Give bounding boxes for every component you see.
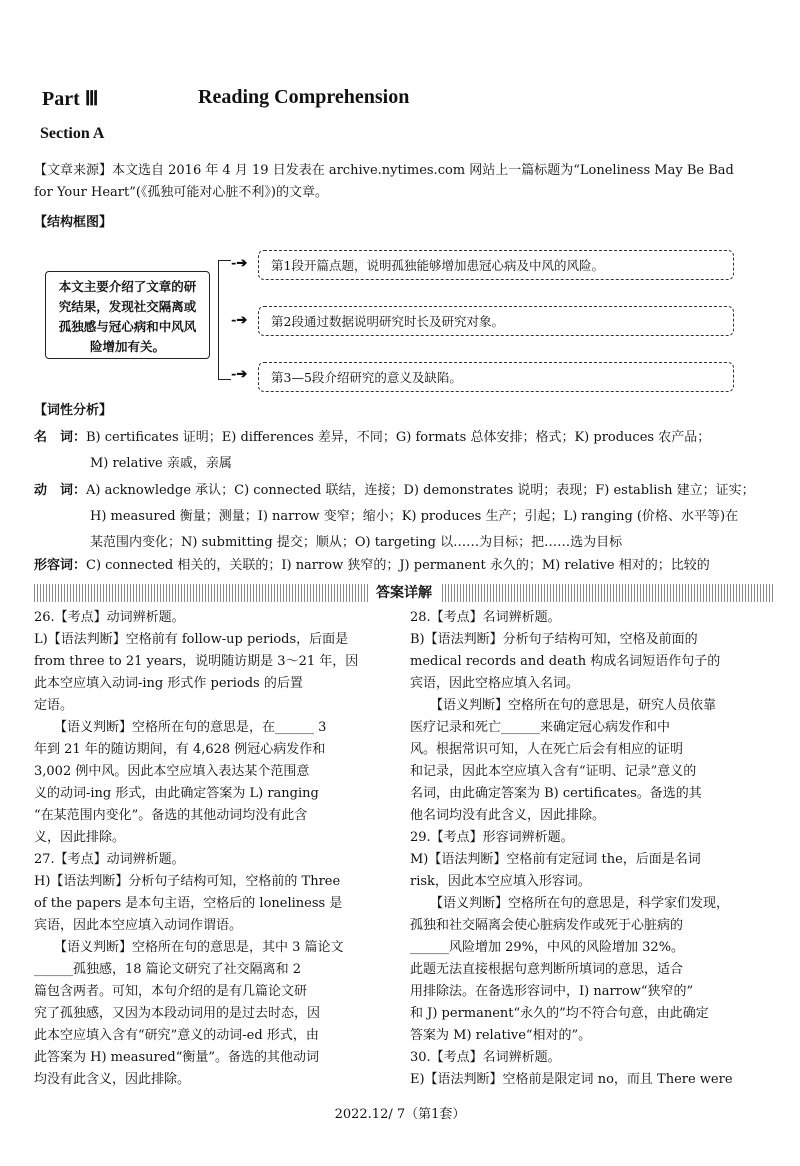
answer-line: 定语。 xyxy=(34,698,74,713)
answer-line: “在某范围内变化”。备选的其他动词均没有此含 xyxy=(34,808,308,823)
answer-line: 【语义判断】空格所在句的意思是，研究人员依靠 xyxy=(430,698,717,713)
answer-line: ______孤独感，18 篇论文研究了社交隔离和 2 xyxy=(34,962,302,977)
answer-line: 均没有此含义，因此排除。 xyxy=(34,1072,191,1087)
answer-line: 宾语，因此本空应填入动词作谓语。 xyxy=(34,918,243,933)
page-footer: 2022.12/ 7（第1套） xyxy=(334,1107,466,1122)
arrow-icon: -➔ xyxy=(231,313,248,328)
answer-line: 义，因此排除。 xyxy=(34,830,126,845)
answer-line: 义的动词-ing 形式，由此确定答案为 L) ranging xyxy=(34,786,319,801)
source-line-2: for Your Heart”(《孤独可能对心脏不利》)的文章。 xyxy=(34,185,328,200)
vocab-adj xyxy=(34,553,774,579)
left-column xyxy=(34,607,384,1091)
verb-line-1: A) acknowledge 承认；C) connected 联结，连接；D) demonstrates 说明；表现；F) establish 建立；证实； xyxy=(86,483,755,498)
adj-key: 形容词： xyxy=(34,558,87,573)
vocab-noun xyxy=(34,425,774,477)
vocab-verb xyxy=(34,478,774,556)
answer-line: 30.【考点】名词辨析题。 xyxy=(410,1050,561,1065)
answer-line: 名词，由此确定答案为 B) certificates。备选的其 xyxy=(410,786,702,801)
answer-line: 3,002 例中风。因此本空应填入表达某个范围意 xyxy=(34,764,310,779)
noun-line-2: M) relative 亲戚，亲属 xyxy=(90,456,232,471)
answer-line: B)【语法判断】分析句子结构可知，空格及前面的 xyxy=(410,632,698,647)
answer-line: 此答案为 H) measured“衡量”。备选的其他动词 xyxy=(34,1050,320,1065)
noun-key: 名 词： xyxy=(34,430,87,445)
answer-line: from three to 21 years，说明随访期是 3～21 年，因 xyxy=(34,654,359,669)
article-source xyxy=(34,160,769,204)
answer-line: 宾语，因此空格应填入名词。 xyxy=(410,676,580,691)
answer-line: 和记录，因此本空应填入含有“证明、记录”意义的 xyxy=(410,764,697,779)
framework-label: 【结构框图】 xyxy=(34,215,113,230)
answer-line: 用排除法。在备选形容词中，I) narrow“狭窄的” xyxy=(410,984,694,999)
answer-line: 和 J) permanent“永久的”均不符合句意，由此确定 xyxy=(410,1006,709,1021)
answer-line: 风。根据常识可知，人在死亡后会有相应的证明 xyxy=(410,742,684,757)
answer-line: L)【语法判断】空格前有 follow-up periods，后面是 xyxy=(34,632,349,647)
noun-line-1: B) certificates 证明；E) differences 差异，不同；G) formats 总体安排；格式；K) produces 农产品； xyxy=(86,430,711,445)
answer-line: 他名词均没有此含义，因此排除。 xyxy=(410,808,606,823)
answer-line: 孤独和社交隔离会使心脏病发作或死于心脏病的 xyxy=(410,918,684,933)
answer-line: 29.【考点】形容词辨析题。 xyxy=(410,830,574,845)
answer-line: 【语义判断】空格所在句的意思是，科学家们发现， xyxy=(430,896,730,911)
answer-line: 【语义判断】空格所在句的意思是，其中 3 篇论文 xyxy=(54,940,344,955)
answer-line: medical records and death 构成名词短语作句子的 xyxy=(410,654,721,669)
answer-divider xyxy=(34,584,774,602)
part-title: Reading Comprehension xyxy=(198,86,410,108)
answer-line: 【语义判断】空格所在句的意思是，在______ 3 xyxy=(54,720,327,735)
answer-line: 篇包含两者。可知，本句介绍的是有几篇论文研 xyxy=(34,984,308,999)
answer-line: E)【语法判断】空格前是限定词 no，而且 There were xyxy=(410,1072,733,1087)
adj-line-1: C) connected 相关的，关联的；I) narrow 狭窄的；J) permanent 永久的；M) relative 相对的；比较的 xyxy=(86,558,710,573)
framework-item-3: 第3—5段介绍研究的意义及缺陷。 xyxy=(258,362,734,392)
divider-title: 答案详解 xyxy=(368,582,440,602)
part-number: Part Ⅲ xyxy=(42,88,99,110)
framework-bracket xyxy=(218,260,231,380)
answer-line: risk，因此本空应填入形容词。 xyxy=(410,874,591,889)
answer-line: 究了孤独感，又因为本段动词用的是过去时态，因 xyxy=(34,1006,321,1021)
answer-line: H)【语法判断】分析句子结构可知，空格前的 Three xyxy=(34,874,341,889)
arrow-icon: -➔ xyxy=(231,367,248,382)
answer-line: of the papers 是本句主语，空格后的 loneliness 是 xyxy=(34,896,343,911)
verb-key: 动 词： xyxy=(34,483,87,498)
answer-line: 医疗记录和死亡______来确定冠心病发作和中 xyxy=(410,720,671,735)
arrow-icon: -➔ xyxy=(231,256,248,271)
answer-line: 此本空应填入含有“研究”意义的动词-ed 形式，由 xyxy=(34,1028,319,1043)
vocab-label: 【词性分析】 xyxy=(34,403,113,418)
answer-line: 此本空应填入动词-ing 形式作 periods 的后置 xyxy=(34,676,303,691)
framework-item-2: 第2段通过数据说明研究时长及研究对象。 xyxy=(258,306,734,336)
source-line-1: 【文章来源】本文选自 2016 年 4 月 19 日发表在 archive.nytimes.com 网站上一篇标题为“Loneliness May Be Bad xyxy=(34,163,734,178)
answer-line: 26.【考点】动词辨析题。 xyxy=(34,610,185,625)
section-title: Section A xyxy=(40,125,105,142)
answer-line: 27.【考点】动词辨析题。 xyxy=(34,852,185,867)
answer-line: 答案为 M) relative“相对的”。 xyxy=(410,1028,592,1043)
answer-line: 年到 21 年的随访期间，有 4,628 例冠心病发作和 xyxy=(34,742,326,757)
answer-line: M)【语法判断】空格前有定冠词 the，后面是名词 xyxy=(410,852,701,867)
answer-line: 28.【考点】名词辨析题。 xyxy=(410,610,561,625)
verb-line-3: 某范围内变化；N) submitting 提交；顺从；O) targeting 以……为目标；把……选为目标 xyxy=(90,535,623,550)
framework-summary: 本文主要介绍了文章的研究结果，发现社交隔离或孤独感与冠心病和中风风险增加有关。 xyxy=(45,271,210,359)
right-column xyxy=(410,607,780,1091)
verb-line-2: H) measured 衡量；测量；I) narrow 变窄；缩小；K) produces 生产；引起；L) ranging (价格、水平等)在 xyxy=(90,509,739,524)
answer-line: 此题无法直接根据句意判断所填词的意思，适合 xyxy=(410,962,684,977)
answer-line: ______风险增加 29%，中风的风险增加 32%。 xyxy=(410,940,685,955)
framework-item-1: 第1段开篇点题，说明孤独能够增加患冠心病及中风的风险。 xyxy=(258,250,734,280)
